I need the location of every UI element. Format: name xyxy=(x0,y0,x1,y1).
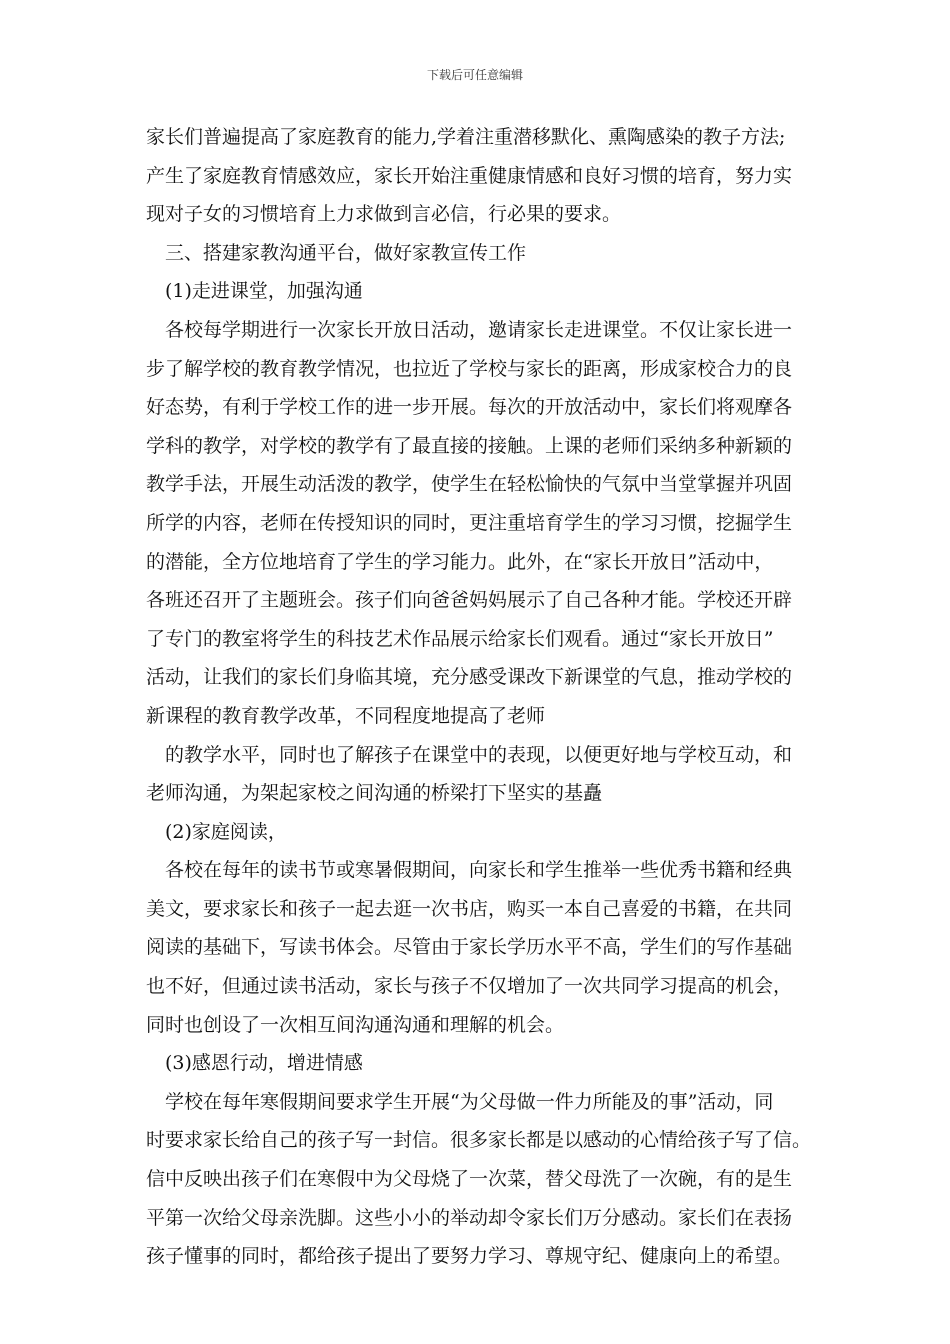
text-line: 信中反映出孩子们在寒假中为父母烧了一次菜，替父母洗了一次碗，有的是生 xyxy=(146,1168,793,1191)
text-line: 的教学水平，同时也了解孩子在课堂中的表现，以便更好地与学校互动，和 xyxy=(165,743,793,766)
text-line: 孩子懂事的同时，都给孩子提出了要努力学习、尊规守纪、健康向上的希望。 xyxy=(146,1245,793,1268)
subsection-heading: (1)走进课堂，加强沟通 xyxy=(165,280,363,303)
text-line: 也不好，但通过读书活动，家长与孩子不仅增加了一次共同学习提高的机会， xyxy=(146,975,793,998)
section-heading: 三、搭建家教沟通平台，做好家教宣传工作 xyxy=(165,241,527,264)
text-line: 各班还召开了主题班会。孩子们向爸爸妈妈展示了自己各种才能。学校还开辟 xyxy=(146,589,793,612)
text-line: 现对子女的习惯培育上力求做到言必信，行必果的要求。 xyxy=(146,203,622,226)
text-line: 步了解学校的教育教学情况，也拉近了学校与家长的距离，形成家校合力的良 xyxy=(146,357,793,380)
text-line: 美文，要求家长和孩子一起去逛一次书店，购买一本自己喜爱的书籍，在共同 xyxy=(146,897,793,920)
text-line: 好态势，有利于学校工作的进一步开展。每次的开放活动中，家长们将观摩各 xyxy=(146,396,793,419)
text-line: 了专门的教室将学生的科技艺术作品展示给家长们观看。通过“家长开放日” xyxy=(146,627,774,650)
text-line: 所学的内容，老师在传授知识的同时，更注重培育学生的学习习惯，挖掘学生 xyxy=(146,511,793,534)
text-line: 新课程的教育教学改革，不同程度地提高了老师 xyxy=(146,704,546,727)
text-line: 老师沟通，为架起家校之间沟通的桥梁打下坚实的基矗 xyxy=(146,782,603,805)
text-line: 教学手法，开展生动活泼的教学，使学生在轻松愉快的气氛中当堂掌握并巩固 xyxy=(146,473,793,496)
text-line: 各校在每年的读书节或寒暑假期间，向家长和学生推举一些优秀书籍和经典 xyxy=(165,859,793,882)
document-body xyxy=(146,118,822,1276)
text-line: 各校每学期进行一次家长开放日活动，邀请家长走进课堂。不仅让家长进一 xyxy=(165,318,793,341)
text-line: 同时也创设了一次相互间沟通沟通和理解的机会。 xyxy=(146,1013,565,1036)
subsection-heading: (2)家庭阅读， xyxy=(165,820,287,843)
text-line: 的潜能，全方位地培育了学生的学习能力。此外，在“家长开放日”活动中， xyxy=(146,550,774,573)
text-line: 平第一次给父母亲洗脚。这些小小的举动却令家长们万分感动。家长们在表扬 xyxy=(146,1206,793,1229)
text-line: 活动，让我们的家长们身临其境，充分感受课改下新课堂的气息，推动学校的 xyxy=(146,666,793,689)
text-line: 产生了家庭教育情感效应，家长开始注重健康情感和良好习惯的培育，努力实 xyxy=(146,164,793,187)
text-line: 学校在每年寒假期间要求学生开展“为父母做一件力所能及的事”活动，同 xyxy=(165,1090,774,1113)
text-line: 时要求家长给自己的孩子写一封信。很多家长都是以感动的心情给孩子写了信。 xyxy=(146,1129,812,1152)
text-line: 学科的教学，对学校的教学有了最直接的接触。上课的老师们采纳多种新颖的 xyxy=(146,434,793,457)
text-line: 阅读的基础下，写读书体会。尽管由于家长学历水平不高，学生们的写作基础 xyxy=(146,936,793,959)
page-header: 下载后可任意编辑 xyxy=(426,68,523,82)
text-line: 家长们普遍提高了家庭教育的能力,学着注重潜移默化、熏陶感染的教子方法; xyxy=(146,126,786,148)
subsection-heading: (3)感恩行动，增进情感 xyxy=(165,1052,363,1075)
